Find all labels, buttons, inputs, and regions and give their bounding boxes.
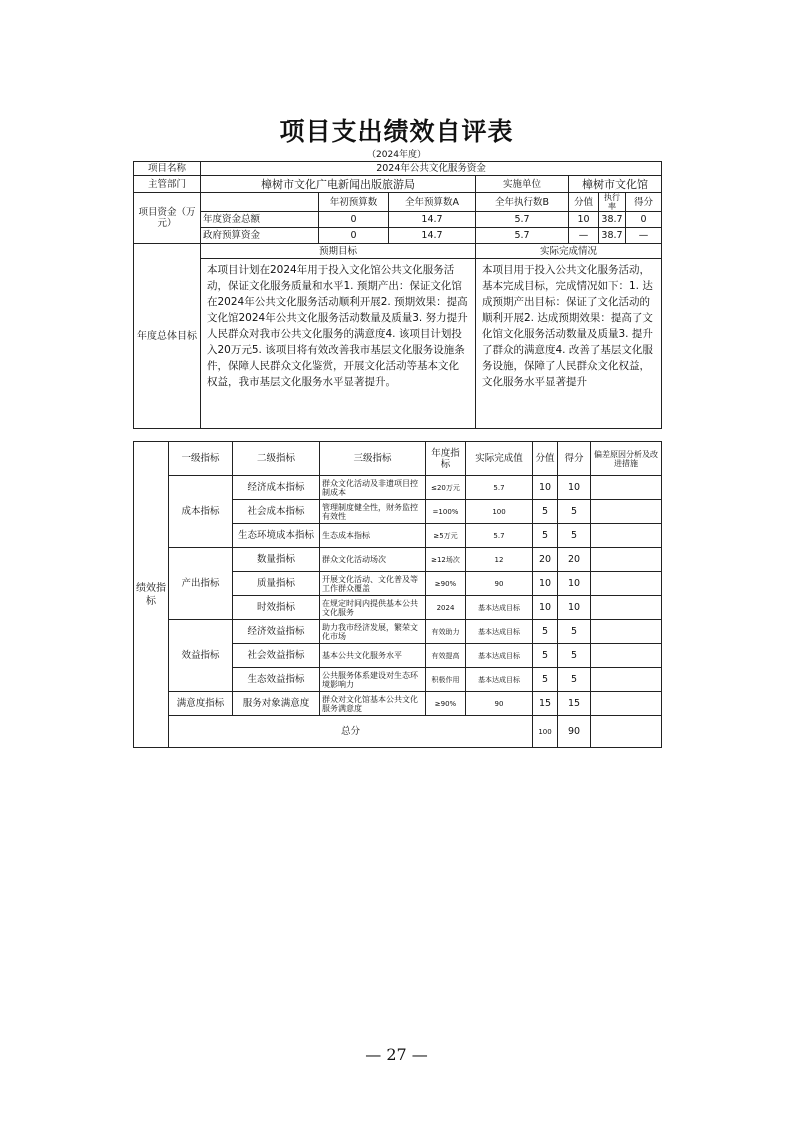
target-cell: ≥12场次 <box>426 548 466 572</box>
target-cell: 积极作用 <box>426 668 466 692</box>
actual-cell: 12 <box>466 548 533 572</box>
level2-cell: 生态效益指标 <box>233 668 320 692</box>
total-score: 100 <box>533 716 558 748</box>
actual-cell: 5.7 <box>466 524 533 548</box>
level3-cell: 在规定时间内提供基本公共文化服务 <box>320 596 426 620</box>
actual-label: 实际完成情况 <box>476 244 662 259</box>
project-name-label: 项目名称 <box>134 162 201 176</box>
reason-cell <box>591 596 662 620</box>
summary-table <box>133 161 662 429</box>
col-initial: 年初预算数 <box>319 193 389 212</box>
reason-cell <box>591 620 662 644</box>
get-cell: 10 <box>558 572 591 596</box>
fund-score: — <box>569 228 599 244</box>
score-cell: 10 <box>533 596 558 620</box>
funds-label: 项目资金（万元） <box>134 193 201 244</box>
col-reason: 偏差原因分析及改进措施 <box>591 442 662 476</box>
group-satisfaction: 满意度指标 <box>169 692 233 716</box>
reason-cell <box>591 476 662 500</box>
target-cell: 有效提高 <box>426 644 466 668</box>
score-cell: 15 <box>533 692 558 716</box>
page-subtitle: （2024年度） <box>367 150 426 160</box>
group-cost: 成本指标 <box>169 476 233 548</box>
level3-cell: 开展文化活动、文化普及等工作群众覆盖 <box>320 572 426 596</box>
score-cell: 10 <box>533 572 558 596</box>
col-score: 分值 <box>569 193 599 212</box>
col-exec: 全年执行数B <box>476 193 569 212</box>
fund-exec: 5.7 <box>476 228 569 244</box>
level3-cell: 群众文化活动场次 <box>320 548 426 572</box>
reason-cell <box>591 644 662 668</box>
level3-cell: 生态成本指标 <box>320 524 426 548</box>
get-cell: 5 <box>558 524 591 548</box>
fund-rate: 38.7 <box>599 228 626 244</box>
get-cell: 10 <box>558 596 591 620</box>
score-cell: 5 <box>533 620 558 644</box>
actual-cell: 90 <box>466 572 533 596</box>
level3-cell: 群众对文化馆基本公共文化服务满意度 <box>320 692 426 716</box>
dept-label: 主管部门 <box>134 176 201 193</box>
fund-rate: 38.7 <box>599 212 626 228</box>
indicators-table <box>133 441 662 748</box>
get-cell: 10 <box>558 476 591 500</box>
funds-corner <box>201 193 319 212</box>
actual-cell: 基本达成目标 <box>466 596 533 620</box>
dept-value: 樟树市文化广电新闻出版旅游局 <box>201 176 476 193</box>
table-row <box>134 692 662 716</box>
reason-cell <box>591 692 662 716</box>
table-row <box>134 620 662 644</box>
total-reason <box>591 716 662 748</box>
funds-row <box>134 228 662 244</box>
get-cell: 15 <box>558 692 591 716</box>
fund-get: 0 <box>626 212 662 228</box>
col-level1: 一级指标 <box>169 442 233 476</box>
level2-cell: 服务对象满意度 <box>233 692 320 716</box>
level2-cell: 质量指标 <box>233 572 320 596</box>
col-level3: 三级指标 <box>320 442 426 476</box>
actual-cell: 100 <box>466 500 533 524</box>
level2-cell: 经济效益指标 <box>233 620 320 644</box>
get-cell: 20 <box>558 548 591 572</box>
target-cell: ≥90% <box>426 692 466 716</box>
impl-label: 实施单位 <box>476 176 569 193</box>
level2-cell: 数量指标 <box>233 548 320 572</box>
fund-initial: 0 <box>319 228 389 244</box>
fund-annual: 14.7 <box>389 228 476 244</box>
group-output: 产出指标 <box>169 548 233 620</box>
score-cell: 5 <box>533 500 558 524</box>
fund-exec: 5.7 <box>476 212 569 228</box>
actual-cell: 90 <box>466 692 533 716</box>
level3-cell: 基本公共文化服务水平 <box>320 644 426 668</box>
goals-label: 年度总体目标 <box>134 244 201 429</box>
reason-cell <box>591 572 662 596</box>
score-cell: 5 <box>533 668 558 692</box>
actual-cell: 基本达成目标 <box>466 644 533 668</box>
fund-get: — <box>626 228 662 244</box>
funds-row <box>134 212 662 228</box>
actual-cell: 5.7 <box>466 476 533 500</box>
score-cell: 10 <box>533 476 558 500</box>
level2-cell: 时效指标 <box>233 596 320 620</box>
col-get: 得分 <box>626 193 662 212</box>
fund-name: 政府预算资金 <box>201 228 319 244</box>
score-cell: 5 <box>533 524 558 548</box>
reason-cell <box>591 668 662 692</box>
impl-value: 樟树市文化馆 <box>569 176 662 193</box>
project-name: 2024年公共文化服务资金 <box>201 162 662 176</box>
fund-score: 10 <box>569 212 599 228</box>
indicators-label: 绩效指标 <box>134 442 169 748</box>
score-cell: 20 <box>533 548 558 572</box>
score-cell: 5 <box>533 644 558 668</box>
fund-initial: 0 <box>319 212 389 228</box>
target-cell: =100% <box>426 500 466 524</box>
target-cell: ≤20万元 <box>426 476 466 500</box>
col-rate: 执行率 <box>599 193 626 212</box>
col-actual: 实际完成值 <box>466 442 533 476</box>
target-cell: 有效助力 <box>426 620 466 644</box>
table-row <box>134 476 662 500</box>
reason-cell <box>591 524 662 548</box>
col-level2: 二级指标 <box>233 442 320 476</box>
reason-cell <box>591 548 662 572</box>
level2-cell: 经济成本指标 <box>233 476 320 500</box>
target-cell: 2024 <box>426 596 466 620</box>
level3-cell: 管理制度健全性，财务监控有效性 <box>320 500 426 524</box>
level3-cell: 公共服务体系建设对生态环境影响力 <box>320 668 426 692</box>
actual-cell: 基本达成目标 <box>466 668 533 692</box>
col-get: 得分 <box>558 442 591 476</box>
level3-cell: 群众文化活动及非遗项目控制成本 <box>320 476 426 500</box>
page-number: — 27 — <box>365 1045 428 1064</box>
page-title: 项目支出绩效自评表 <box>279 117 514 146</box>
col-annual: 全年预算数A <box>389 193 476 212</box>
total-get: 90 <box>558 716 591 748</box>
level2-cell: 社会成本指标 <box>233 500 320 524</box>
fund-name: 年度资金总额 <box>201 212 319 228</box>
level2-cell: 社会效益指标 <box>233 644 320 668</box>
total-label: 总分 <box>169 716 533 748</box>
group-benefit: 效益指标 <box>169 620 233 692</box>
expected-label: 预期目标 <box>201 244 476 259</box>
get-cell: 5 <box>558 620 591 644</box>
level3-cell: 助力我市经济发展，繁荣文化市场 <box>320 620 426 644</box>
actual-cell: 基本达成目标 <box>466 620 533 644</box>
total-row <box>134 716 662 748</box>
col-target: 年度指标 <box>426 442 466 476</box>
level2-cell: 生态环境成本指标 <box>233 524 320 548</box>
get-cell: 5 <box>558 644 591 668</box>
actual-result-text: 本项目用于投入公共文化服务活动，基本完成目标，完成情况如下：1. 达成预期产出目标：保证了文化活动的顺利开展2. 达成预期效果：提高了文化馆文化服务活动数量及质量3. 提升了群众的满意度4. 改善了基层文化服务设施，保障了人民群众文化权益，文化服务水平显著提升 <box>476 259 662 429</box>
target-cell: ≥90% <box>426 572 466 596</box>
col-score: 分值 <box>533 442 558 476</box>
fund-annual: 14.7 <box>389 212 476 228</box>
get-cell: 5 <box>558 668 591 692</box>
expected-goal-text: 本项目计划在2024年用于投入文化馆公共文化服务活动，保证文化服务质量和水平1. 预期产出：保证文化馆在2024年公共文化服务活动顺利开展2. 预期效果：提高文化馆2024年公共文化服务活动数量及质量3. 努力提升人民群众对我市公共文化服务的满意度4. 该项目计划投入20万元5. 该项目将有效改善我市基层文化服务设施条件，保障人民群众文化鉴赏，开展文化活动等基本文化权益，我市基层文化服务水平显著提升。 <box>201 259 476 429</box>
table-row <box>134 548 662 572</box>
reason-cell <box>591 500 662 524</box>
get-cell: 5 <box>558 500 591 524</box>
target-cell: ≥5万元 <box>426 524 466 548</box>
